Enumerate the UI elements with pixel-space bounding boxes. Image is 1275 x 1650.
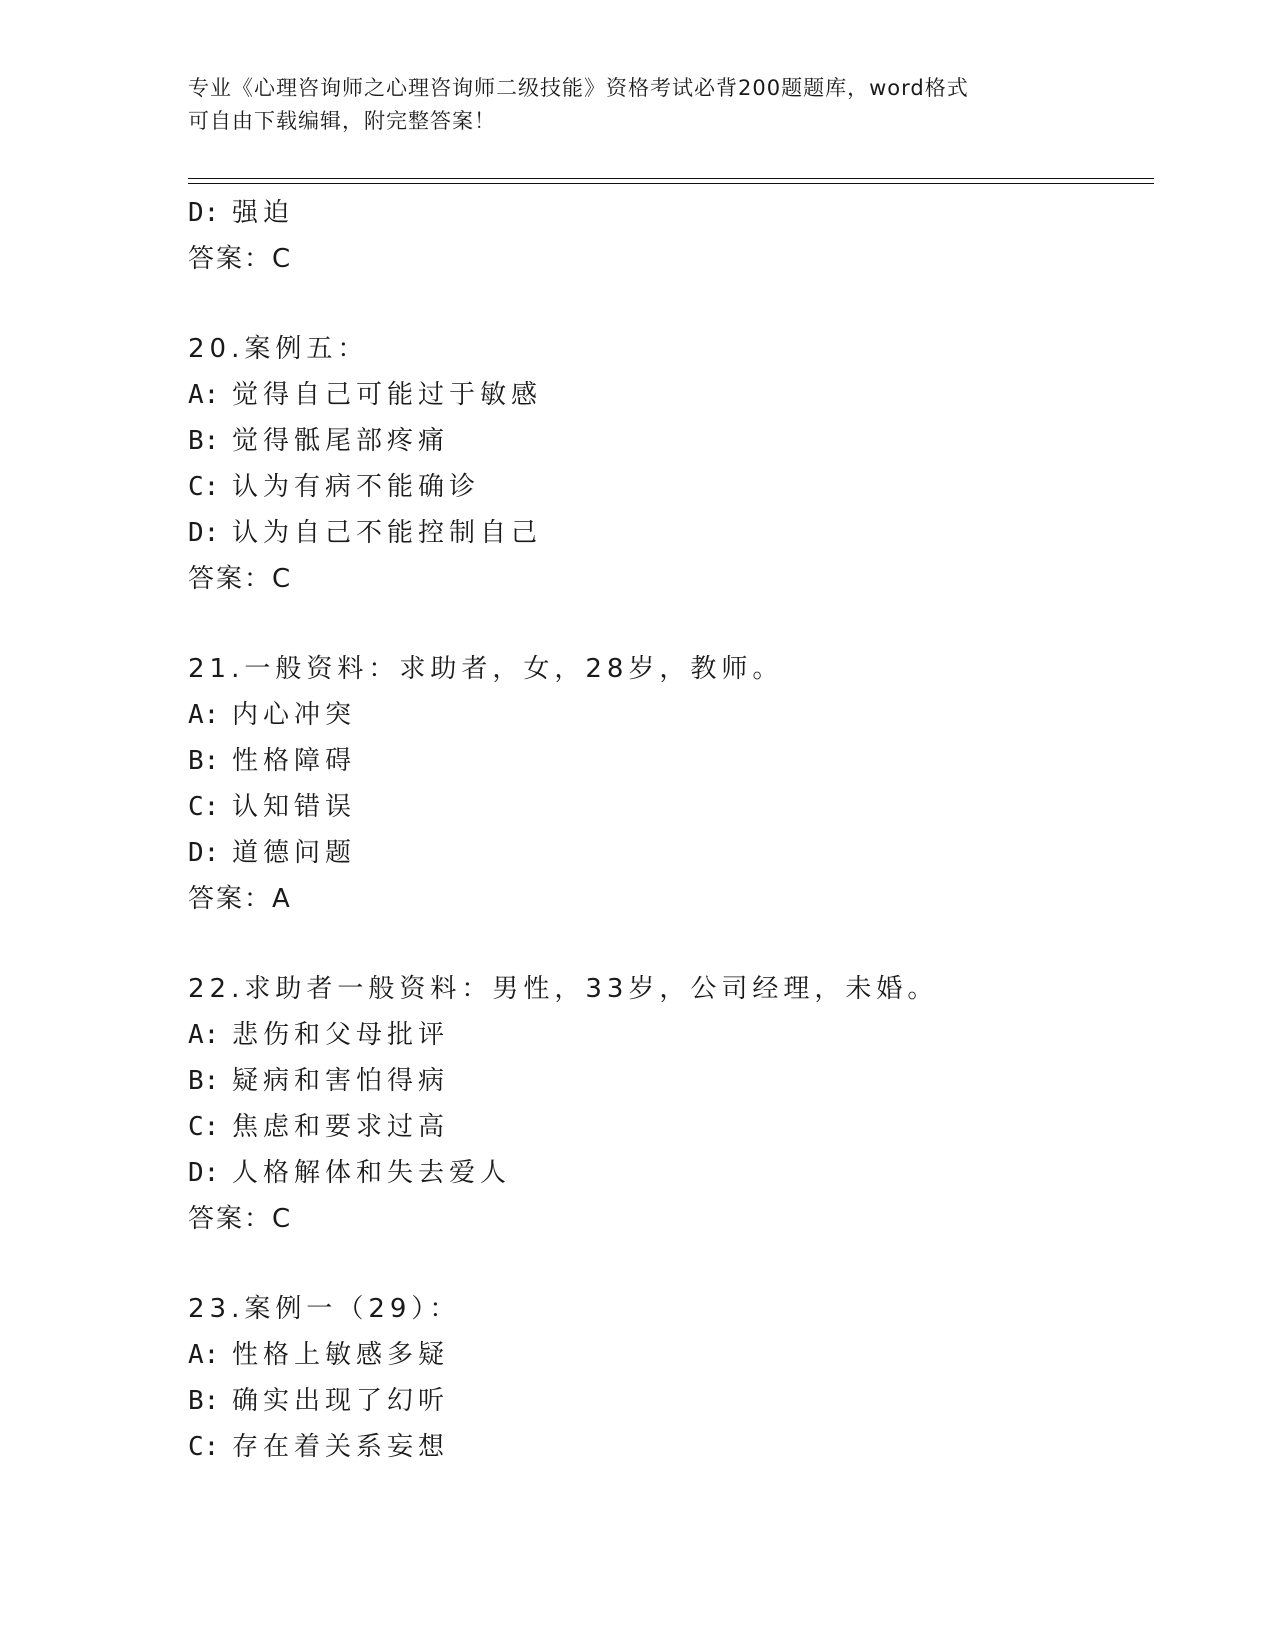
option-b (188, 1058, 1148, 1104)
option-label: B: (188, 426, 220, 456)
option-label: B: (188, 746, 220, 776)
option-label: C: (188, 792, 220, 822)
answer-line: 答案：A (188, 884, 292, 914)
option-text: 觉得自己可能过于敏感 (232, 380, 543, 410)
option-a (188, 1012, 1148, 1058)
option-text: 性格上敏感多疑 (232, 1340, 450, 1370)
question-stem: 20.案例五： (188, 334, 369, 364)
option-text: 认知错误 (232, 792, 357, 822)
option-a (188, 692, 1148, 738)
question-stem: 21.一般资料：求助者，女，28岁，教师。 (188, 654, 784, 684)
option-text: 性格障碍 (232, 746, 357, 776)
option-d (188, 1150, 1148, 1196)
document-header (188, 72, 1088, 138)
option-c (188, 1424, 1148, 1470)
option-label: A: (188, 380, 220, 410)
header-line-1: 专业《心理咨询师之心理咨询师二级技能》资格考试必背200题题库，word格式 (188, 76, 969, 100)
option-label: D: (188, 198, 220, 228)
option-label: A: (188, 1020, 220, 1050)
option-b (188, 738, 1148, 784)
option-label: B: (188, 1066, 220, 1096)
option-c (188, 1104, 1148, 1150)
option-c (188, 784, 1148, 830)
option-label: C: (188, 1112, 220, 1142)
option-text: 人格解体和失去爱人 (232, 1158, 512, 1188)
option-text: 道德问题 (232, 838, 357, 868)
option-a (188, 372, 1148, 418)
option-text: 认为自己不能控制自己 (232, 518, 543, 548)
answer-line: 答案：C (188, 564, 293, 594)
option-label: D: (188, 838, 220, 868)
option-text: 内心冲突 (232, 700, 357, 730)
answer-line: 答案：C (188, 244, 293, 274)
question-stem: 23.案例一（29）： (188, 1294, 461, 1324)
option-label: A: (188, 1340, 220, 1370)
header-rule-top (188, 178, 1154, 179)
option-label: B: (188, 1386, 220, 1416)
option-d (188, 510, 1148, 556)
option-d (188, 190, 1148, 236)
option-text: 觉得骶尾部疼痛 (232, 426, 450, 456)
option-label: C: (188, 1432, 220, 1462)
option-b (188, 1378, 1148, 1424)
option-text: 强迫 (232, 198, 295, 228)
option-text: 存在着关系妄想 (232, 1432, 450, 1462)
option-text: 悲伤和父母批评 (232, 1020, 450, 1050)
answer-line: 答案：C (188, 1204, 293, 1234)
option-b (188, 418, 1148, 464)
option-label: C: (188, 472, 220, 502)
option-label: D: (188, 1158, 220, 1188)
option-c (188, 464, 1148, 510)
option-label: A: (188, 700, 220, 730)
option-text: 疑病和害怕得病 (232, 1066, 450, 1096)
option-a (188, 1332, 1148, 1378)
option-text: 确实出现了幻听 (232, 1386, 450, 1416)
option-d (188, 830, 1148, 876)
header-line-2: 可自由下载编辑，附完整答案！ (188, 109, 496, 133)
option-text: 认为有病不能确诊 (232, 472, 481, 502)
question-stem: 22.求助者一般资料：男性，33岁，公司经理，未婚。 (188, 974, 939, 1004)
option-label: D: (188, 518, 220, 548)
option-text: 焦虑和要求过高 (232, 1112, 450, 1142)
document-body (188, 190, 1148, 1470)
header-rule-bottom (188, 183, 1154, 184)
